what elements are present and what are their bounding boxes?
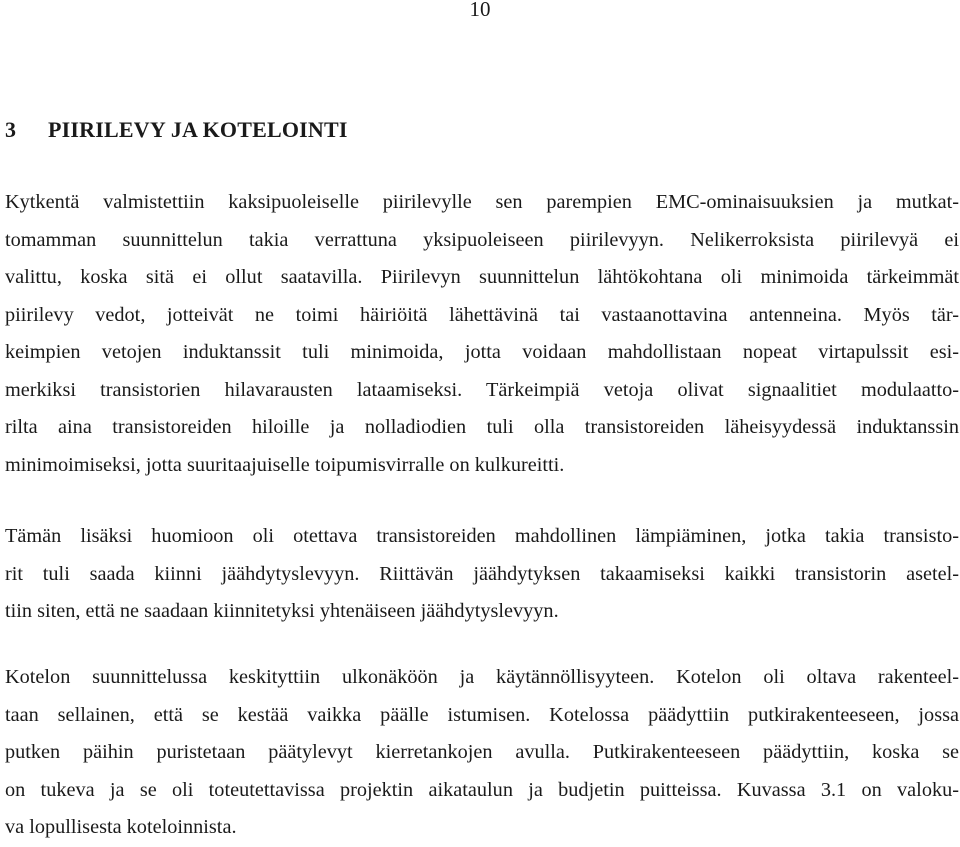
section-number: 3 [5,117,17,142]
text-line: Kytkentä valmistettiin kaksipuoleiselle piirilevylle sen parempien EMC-ominaisuuksien ja mutkat- [5,191,959,213]
paragraph-2 [5,518,959,631]
text-line: rilta aina transistoreiden hiloille ja nolladiodien tuli olla transistoreiden läheisyydessä induktanssin [5,416,959,438]
section-title: PIIRILEVY JA KOTELOINTI [48,117,348,142]
paragraph-3 [5,659,959,847]
text-line: tomamman suunnittelun takia verrattuna yksipuoleiseen piirilevyyn. Nelikerroksista piirilevyä ei [5,228,959,251]
section-heading [5,115,348,145]
text-line: valittu, koska sitä ei ollut saatavilla. Piirilevyn suunnittelun lähtökohtana oli minimoida tärkeimmät [5,266,959,288]
text-line: merkiksi transistorien hilavarausten lataamiseksi. Tärkeimpiä vetoja olivat signaalitiet modulaatto- [5,378,959,401]
text-line: minimoimiseksi, jotta suuritaajuiselle toipumisvirralle on kulkureitti. [5,453,565,476]
paragraph-1 [5,184,959,484]
text-line: taan sellainen, että se kestää vaikka päälle istumisen. Kotelossa päädyttiin putkirakenteeseen, jossa [5,703,959,726]
text-line: on tukeva ja se oli toteutettavissa projektin aikataulun ja budjetin puitteissa. Kuvassa 3.1 on valoku- [5,778,959,801]
text-line: keimpien vetojen induktanssit tuli minimoida, jotta voidaan mahdollistaan nopeat virtapulssit esi- [5,341,959,363]
text-line: va lopullisesta koteloinnista. [5,816,237,838]
text-line: rit tuli saada kiinni jäähdytyslevyyn. Riittävän jäähdytyksen takaamiseksi kaikki transistorin asetel- [5,562,959,585]
text-line: piirilevy vedot, jotteivät ne toimi häiriöitä lähettävinä tai vastaanottavina antenneina. Myös tär- [5,303,959,326]
text-line: putken päihin puristetaan päätylevyt kierretankojen avulla. Putkirakenteeseen päädyttiin, koska se [5,741,959,763]
page-number: 10 [469,0,491,21]
text-line: Tämän lisäksi huomioon oli otettava transistoreiden mahdollinen lämpiäminen, jotka takia transisto- [5,525,959,547]
text-line: Kotelon suunnittelussa keskityttiin ulkonäköön ja käytännöllisyyteen. Kotelon oli oltava rakenteel- [5,666,959,688]
text-line: tiin siten, että ne saadaan kiinnitetyksi yhtenäiseen jäähdytyslevyyn. [5,600,559,622]
